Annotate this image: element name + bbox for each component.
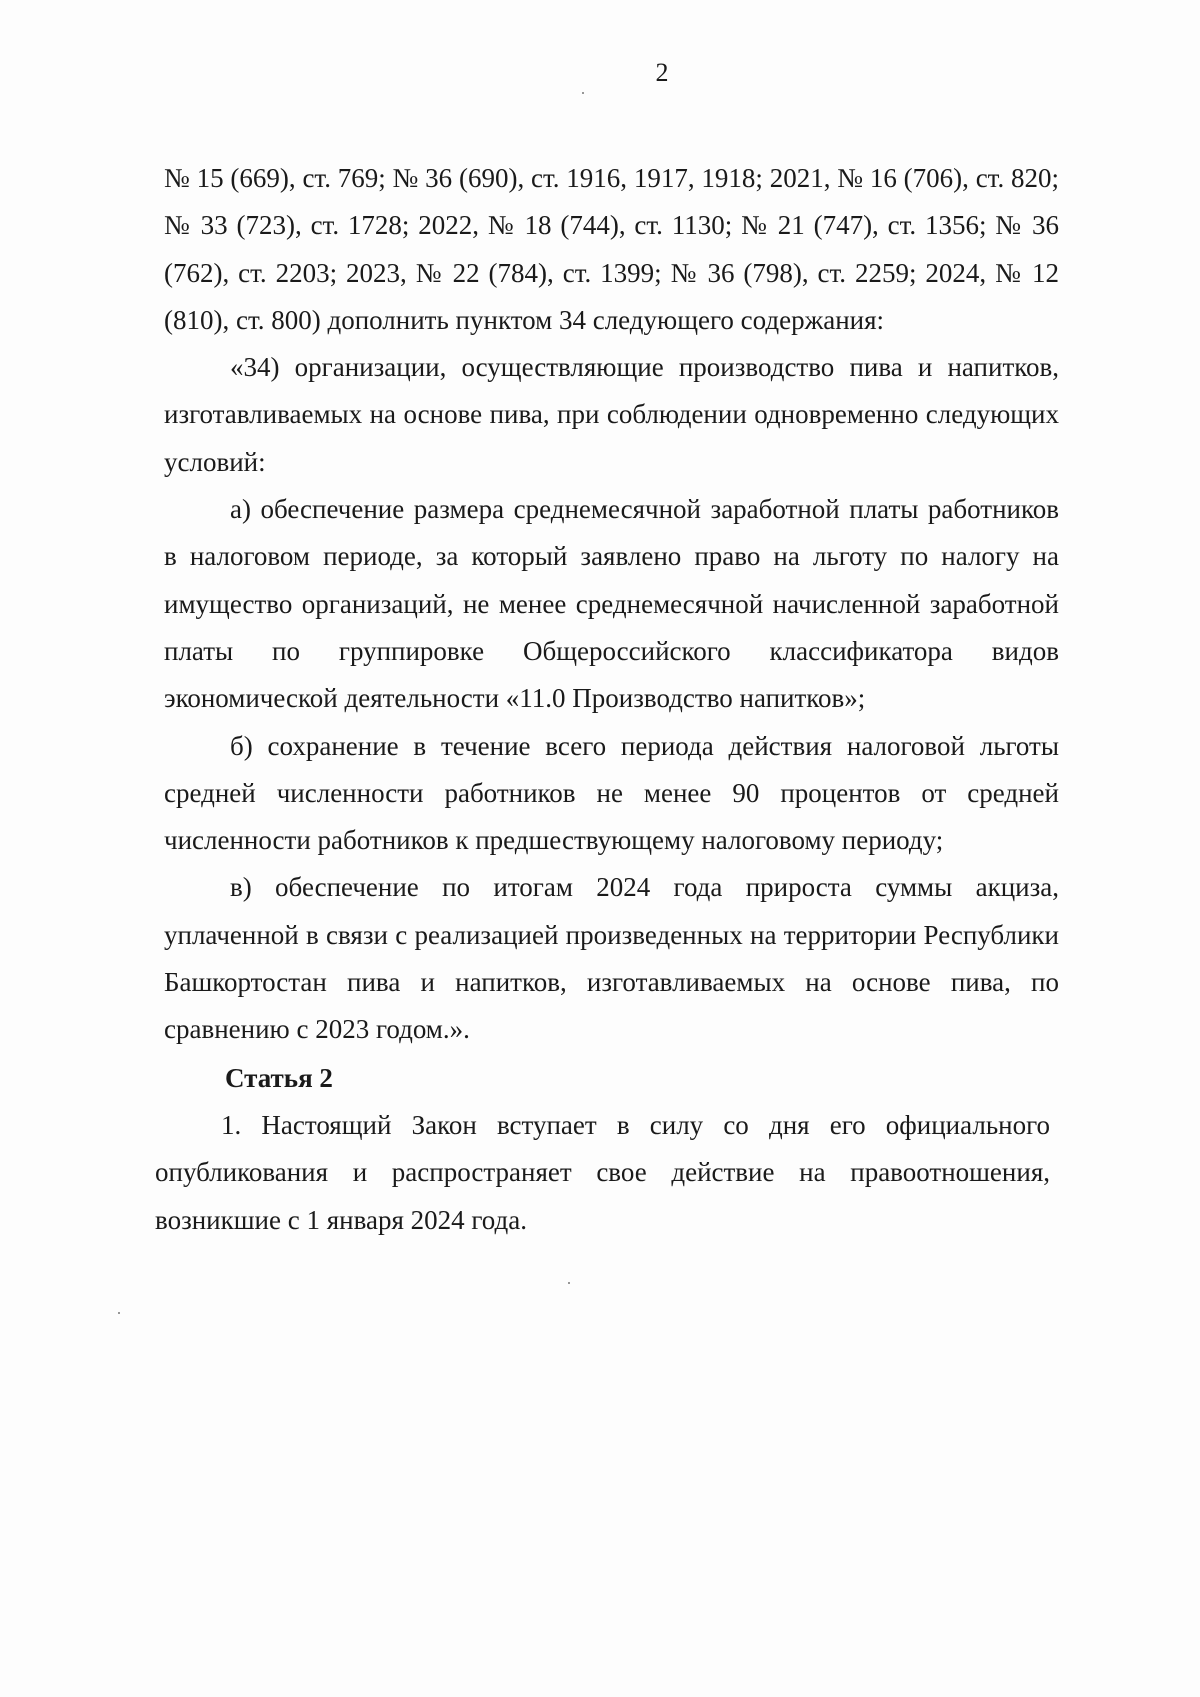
paragraph-citation-continuation: № 15 (669), ст. 769; № 36 (690), ст. 1916, 1917, 1918; 2021, № 16 (706), ст. 820; № 33 (723), ст. 1728; 2022, № 18 (744), ст. 1130; № 21 (747), ст. 1356; № 36 (762), ст. 2203; 2023, № 22 (784), ст. 1399; № 36 (798), ст. 2259; 2024, № 12 (810), ст. 800) дополнить пунктом 34 следующего содержания: [164,163,1059,335]
paragraph-condition-a: а) обеспечение размера среднемесячной заработной платы работников в налоговом периоде, за который заявлено право на льготу по налогу на имущество организаций, не менее среднемесячной начисленной заработной платы по группировке Общероссийского классификатора видов экономической деятельности «11.0 Производство напитков»; [164,494,1059,714]
scan-speck [568,1282,570,1284]
scan-speck [582,92,584,94]
page-number: 2 [655,58,669,87]
article-2-paragraph-1: 1. Настоящий Закон вступает в силу со дня его официального опубликования и распространяет свое действие на правоотношения, возникшие с 1 января 2024 года. [155,1110,1050,1235]
article-2-section [155,1055,1050,1244]
paragraph-condition-v: в) обеспечение по итогам 2024 года прироста суммы акциза, уплаченной в связи с реализацией произведенных на территории Республики Башкортостан пива и напитков, изготавливаемых на основе пива, по сравнению с 2023 годом.». [164,872,1059,1045]
scan-speck [118,1312,120,1314]
document-body [164,155,1059,1054]
article-title: Статья 2 [225,1063,333,1093]
paragraph-condition-b: б) сохранение в течение всего периода действия налоговой льготы средней численности работников не менее 90 процентов от средней численности работников к предшествующему налоговому периоду; [164,730,1059,856]
paragraph-item-34: «34) организации, осуществляющие производство пива и напитков, изготавливаемых на основе пива, при соблюдении одновременно следующих условий: [164,352,1059,477]
